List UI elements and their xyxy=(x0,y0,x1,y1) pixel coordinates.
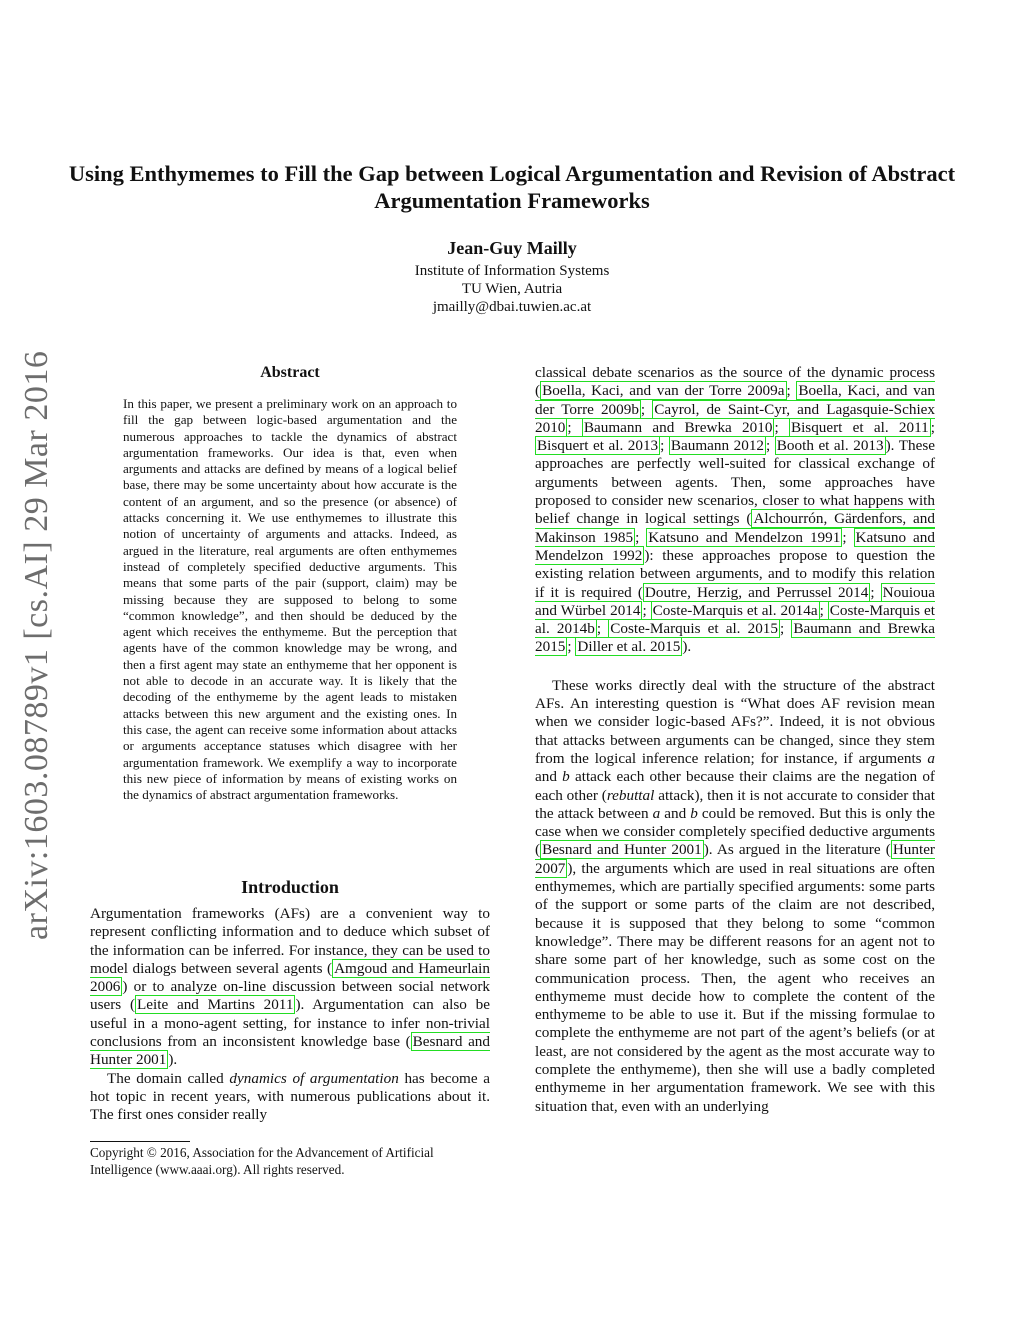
math-var: a xyxy=(927,749,935,767)
citation-link[interactable]: Amgoud and Hameurlain 2006 xyxy=(90,959,490,996)
introduction-heading: Introduction xyxy=(241,877,339,897)
math-var: b xyxy=(562,768,570,786)
right-column-body xyxy=(535,364,935,1116)
citation-link[interactable]: Coste-Marquis et al. 2015 xyxy=(610,620,778,638)
citation-link[interactable]: Cayrol, de Saint-Cyr, and Lagasquie-Schiex 2010 xyxy=(535,400,935,436)
author-email: jmailly@dbai.tuwien.ac.at xyxy=(432,299,592,315)
citation-link[interactable]: Booth et al. 2013 xyxy=(776,437,884,455)
citation-link[interactable]: Coste-Marquis et al. 2014a xyxy=(652,601,818,619)
citation-link[interactable]: Alchourrón, Gärdenfors, and Makinson 1985 xyxy=(535,510,935,546)
introduction-body xyxy=(90,905,490,1125)
citation-link[interactable]: Besnard and Hunter 2001 xyxy=(90,1033,490,1069)
citation-link[interactable]: Katsuno and Mendelzon 1992 xyxy=(535,528,935,564)
intro-paragraph-1: Argumentation frameworks (AFs) are a convenient way to represent conflicting information and to deduce which subset of the information can be inferred. For instance, they can be used to model dialogs between several agents ( Amgoud and Hameurlain 2006 ) or to analyze on-line discussion between social network users ( Leite and Martins 2011 ). Argumentation can also be useful in a mono-agent setting, for instance to infer non-trivial conclusions from an inconsistent knowledge base ( Besnard and Hunter 2001 ). xyxy=(90,905,490,1069)
citation-link[interactable]: Bisquert et al. 2013 xyxy=(537,437,659,455)
citation-link[interactable]: Hunter 2007 xyxy=(535,841,935,877)
math-var: a xyxy=(652,804,661,822)
citation-link[interactable]: Coste-Marquis et al. 2014b xyxy=(535,601,935,638)
citation-link[interactable]: Baumann 2012 xyxy=(670,437,765,455)
citation-link[interactable]: Nouioua and Würbel 2014 xyxy=(535,583,935,619)
author-name: Jean-Guy Mailly xyxy=(447,238,577,258)
arxiv-stamp: arXiv:1603.08789v1 [cs.AI] 29 Mar 2016 xyxy=(18,350,55,940)
citation-link[interactable]: Doutre, Herzig, and Perrussel 2014 xyxy=(644,583,869,601)
citation-link[interactable]: Baumann and Brewka 2015 xyxy=(535,620,935,656)
citation-link[interactable]: Diller et al. 2015 xyxy=(577,638,681,656)
paper-title: Using Enthymemes to Fill the Gap between Logical Argumentation and Revision of Abstract Argumentation Frameworks xyxy=(68,161,956,213)
right-paragraph-1: classical debate scenarios as the source of the dynamic process ( Boella, Kaci, and van der Torre 2009a ; Boella, Kaci, and van der Torre 2009b ; Cayrol, de Saint-Cyr, and Lagasquie-Schiex 2010 ; Baumann and Brewka 2010 ; Bisquert et al. 2011 ; Bisquert et al. 2013 ; Baumann 2012 ; Booth et al. 2013 ). These approaches are perfectly well-suited for classical exchange of arguments between agents. Then, some approaches have proposed to consider new scenarios, closer to what happens with belief change in logical settings ( Alchourrón, Gärdenfors, and Makinson 1985 ; Katsuno and Mendelzon 1991 ; Katsuno and Mendelzon 1992 ): these approaches propose to question the existing relation between arguments, and to modify this relation if it is required ( Doutre, Herzig, and Perrussel 2014 ; Nouioua and Würbel 2014 ; Coste-Marquis et al. 2014a ; Coste-Marquis et al. 2014b ; Coste-Marquis et al. 2015 ; Baumann and Brewka 2015 ; Diller et al. 2015 ). xyxy=(535,364,936,656)
citation-link[interactable]: Katsuno and Mendelzon 1991 xyxy=(648,528,841,546)
right-paragraph-2: These works directly deal with the structure of the abstract AFs. An interesting question is “What does AF revision mean when we consider logic-based AFs?”. Indeed, it is not obvious that attacks between arguments can be changed, since they stem from the logical inference relation; for instance, if arguments a and b attack each other because their claims are the negation of each other (rebuttal attack), then it is not accurate to consider that the attack between a and b could be removed. But this is only the case when we consider completely specified deductive arguments ( Besnard and Hunter 2001 ). As argued in the literature ( Hunter 2007 ), the arguments which are used in real situations are often enthymemes, which are partially specified arguments: some parts of the support or some parts of the claim are not described, because it is supposed that they belong to some “common knowledge”. There may be different reasons for an agent not to share some part of her knowledge, such as some cost on the communication process. Then, the agent who receives an enthymeme must decide how to complete the content of the enthymeme to be able to use it. But if the missing formulae to complete the enthymeme are not part of the agent’s beliefs (or at least, are not considered by the agent as the most accurate way to complete the enthymeme), then she will use a badly completed enthymeme in her argumentation framework. We see with this situation that, even with an underlying xyxy=(535,676,935,1115)
citation-link[interactable]: Besnard and Hunter 2001 xyxy=(542,841,702,859)
copyright-footnote: Copyright © 2016, Association for the Advancement of Artificial Intelligence (www.aaai.org). All rights reserved. xyxy=(90,1145,434,1177)
affiliation-institute: Institute of Information Systems xyxy=(414,263,610,279)
citation-link[interactable]: Leite and Martins 2011 xyxy=(137,996,294,1014)
affiliation-university: TU Wien, Autria xyxy=(461,281,563,297)
math-var: b xyxy=(690,804,698,822)
citation-link[interactable]: Boella, Kaci, and van der Torre 2009b xyxy=(535,382,936,418)
citation-link[interactable]: Bisquert et al. 2011 xyxy=(790,418,929,436)
intro-paragraph-2: The domain called dynamics of argumentation has become a hot topic in recent years, with numerous publications about it. The first ones consider really xyxy=(90,1069,490,1124)
abstract-body: In this paper, we present a preliminary work on an approach to fill the gap between logic-based argumentation and the numerous approaches to tackle the dynamics of abstract argumentation frameworks. Our idea is that, even when arguments and attacks are defined by means of a logical belief base, there may be some uncertainty about how accurate is the content of an argument, and so the presence (or absence) of attacks concerning it. We use enthymemes to illustrate this notion of uncertainty of arguments and attacks. Indeed, as argued in the literature, real arguments are often enthymemes instead of completely specified deductive arguments. This means that some parts of the pair (support, claim) may be missing because they are supposed to belong to some “common knowledge”, and then should be deduced by the agent which receives the enthymeme. But the perception that agents have of the common knowledge may be wrong, and then a first agent may state an enthymeme that her opponent is not able to decode in an accurate way. It is likely that the decoding of the enthymeme by the agent leads to mistaken attacks between this new argument and the existing ones. In this case, the agent can receive some information about attacks or arguments acceptance statuses which disagree with her argumentation framework. We exemplify a way to incorporate this new piece of information by means of existing works on the dynamics of abstract argumentation frameworks. xyxy=(123,396,457,803)
abstract-heading: Abstract xyxy=(260,364,320,381)
footnote-rule xyxy=(90,1141,190,1142)
citation-link[interactable]: Baumann and Brewka 2010 xyxy=(583,418,773,436)
citation-link[interactable]: Boella, Kaci, and van der Torre 2009a xyxy=(542,382,785,400)
